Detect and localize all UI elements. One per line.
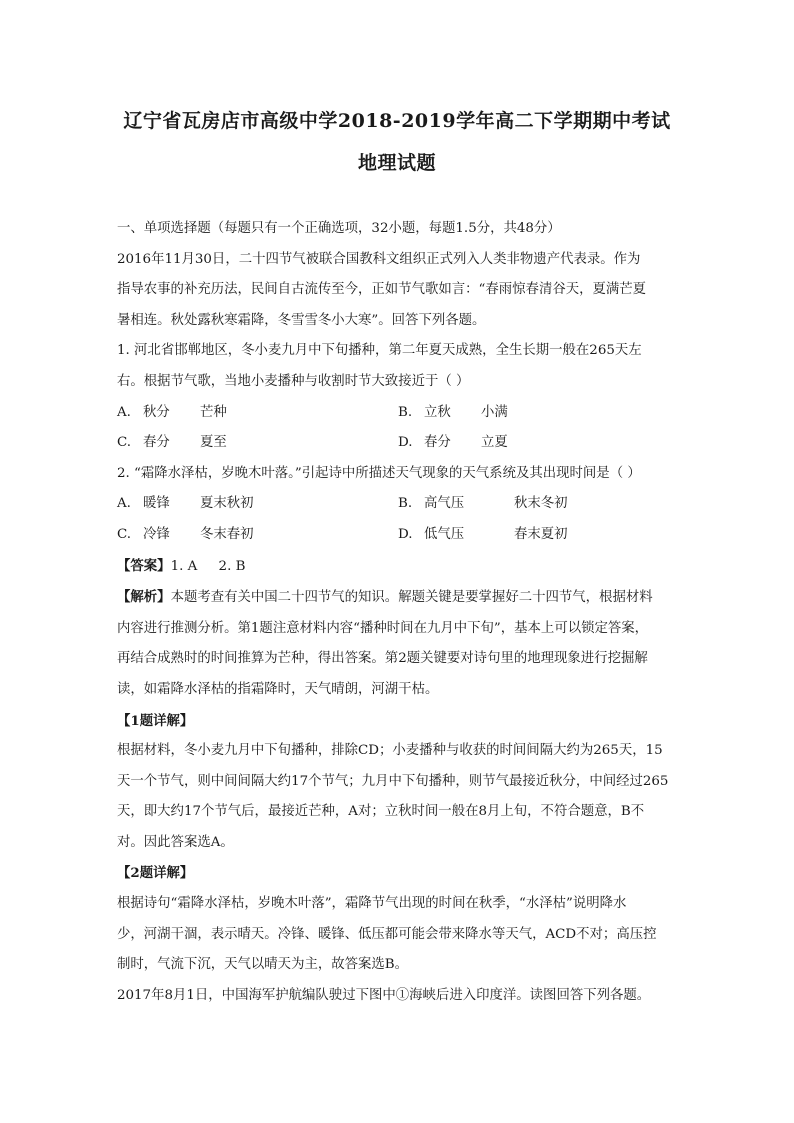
q2-option-a: A. 暖锋 夏末秋初 <box>117 496 254 512</box>
option-row <box>117 398 679 429</box>
option-row <box>117 520 679 551</box>
detail-2-label: 【2题详解】 <box>117 865 194 882</box>
detail-2-line: 根据诗句“霜降水泽枯，岁晚木叶落”，霜降节气出现的时间在秋季，“水泽枯”说明降水 <box>117 896 627 912</box>
intro-line: 2016年11月30日，二十四节气被联合国教科文组织正式列入人类非物遗产代表录。作为 <box>117 251 641 267</box>
q1-option-c: C. 春分 夏至 <box>117 435 227 451</box>
answer-text: 1. A 2. B <box>170 558 246 574</box>
q2-option-c: C. 冷锋 冬末春初 <box>117 526 254 542</box>
analysis-line: 【解析】本题考查有关中国二十四节气的知识。解题关键是要掌握好二十四节气，根据材料 <box>117 589 653 606</box>
question-2-stem: 2. “霜降水泽枯，岁晚木叶落。”引起诗中所描述天气现象的天气系统及其出现时间是（ ） <box>117 465 641 481</box>
detail-1-label: 【1题详解】 <box>117 712 194 729</box>
q1-option-a: A. 秋分 芒种 <box>117 404 227 420</box>
question-1-stem: 右。根据节气歌，当地小麦播种与收割时节大致接近于（ ） <box>117 373 470 389</box>
question-1-stem: 1. 河北省邯郸地区，冬小麦九月中下旬播种，第二年夏天成熟，全生长期一般在265天左 <box>117 343 642 359</box>
option-row <box>117 489 679 520</box>
option-row <box>117 428 679 459</box>
detail-1-line: 天，即大约17个节气后，最接近芒种，A对；立秋时间一般在8月上旬，不符合题意，B不 <box>117 804 645 820</box>
intro-line: 暑相连。秋处露秋寒霜降，冬雪雪冬小大寒”。回答下列各题。 <box>117 312 486 328</box>
detail-1-line: 对。因此答案选A。 <box>117 834 234 850</box>
next-question-intro: 2017年8月1日，中国海军护航编队驶过下图中①海峡后进入印度洋。读图回答下列各题。 <box>117 987 651 1003</box>
detail-1-line: 天一个节气，则中间间隔大约17个节气；九月中下旬播种，则节气最接近秋分，中间经过265 <box>117 773 669 789</box>
analysis-line: 再结合成熟时的时间推算为芒种，得出答案。第2题关键要对诗句里的地理现象进行挖掘解 <box>117 651 648 667</box>
document-subtitle: 地理试题 <box>357 152 436 174</box>
analysis-line: 内容进行推测分析。第1题注意材料内容“播种时间在九月中下旬”，基本上可以锁定答案， <box>117 620 649 636</box>
intro-line: 指导农事的补充历法，民间自古流传至今，正如节气歌如言：“春雨惊春清谷天，夏满芒夏 <box>117 282 647 298</box>
document-title: 辽宁省瓦房店市高级中学2018-2019学年高二下学期期中考试 <box>123 110 671 132</box>
q1-option-b: B. 立秋 小满 <box>398 404 508 420</box>
detail-1-line: 根据材料，冬小麦九月中下旬播种，排除CD；小麦播种与收获的时间间隔大约为265天，15 <box>117 743 663 759</box>
detail-2-line: 制时，气流下沉，天气以晴天为主，故答案选B。 <box>117 957 409 973</box>
section-header: 一、单项选择题（每题只有一个正确选项，32小题，每题1.5分，共48分） <box>117 221 561 236</box>
answer-line <box>117 551 679 583</box>
q2-option-b: B. 高气压 秋末冬初 <box>398 496 568 512</box>
analysis-label: 【解析】 <box>117 589 171 606</box>
answer-label: 【答案】 <box>117 557 171 574</box>
q1-option-d: D. 春分 立夏 <box>398 435 508 451</box>
q2-option-d: D. 低气压 春末夏初 <box>398 526 568 542</box>
detail-2-line: 少，河湖干涸，表示晴天。冷锋、暖锋、低压都可能会带来降水等天气，ACD不对；高压控 <box>117 926 657 942</box>
document-body <box>117 214 679 1011</box>
analysis-line: 读，如霜降水泽枯的指霜降时，天气晴朗，河湖干枯。 <box>117 681 439 697</box>
